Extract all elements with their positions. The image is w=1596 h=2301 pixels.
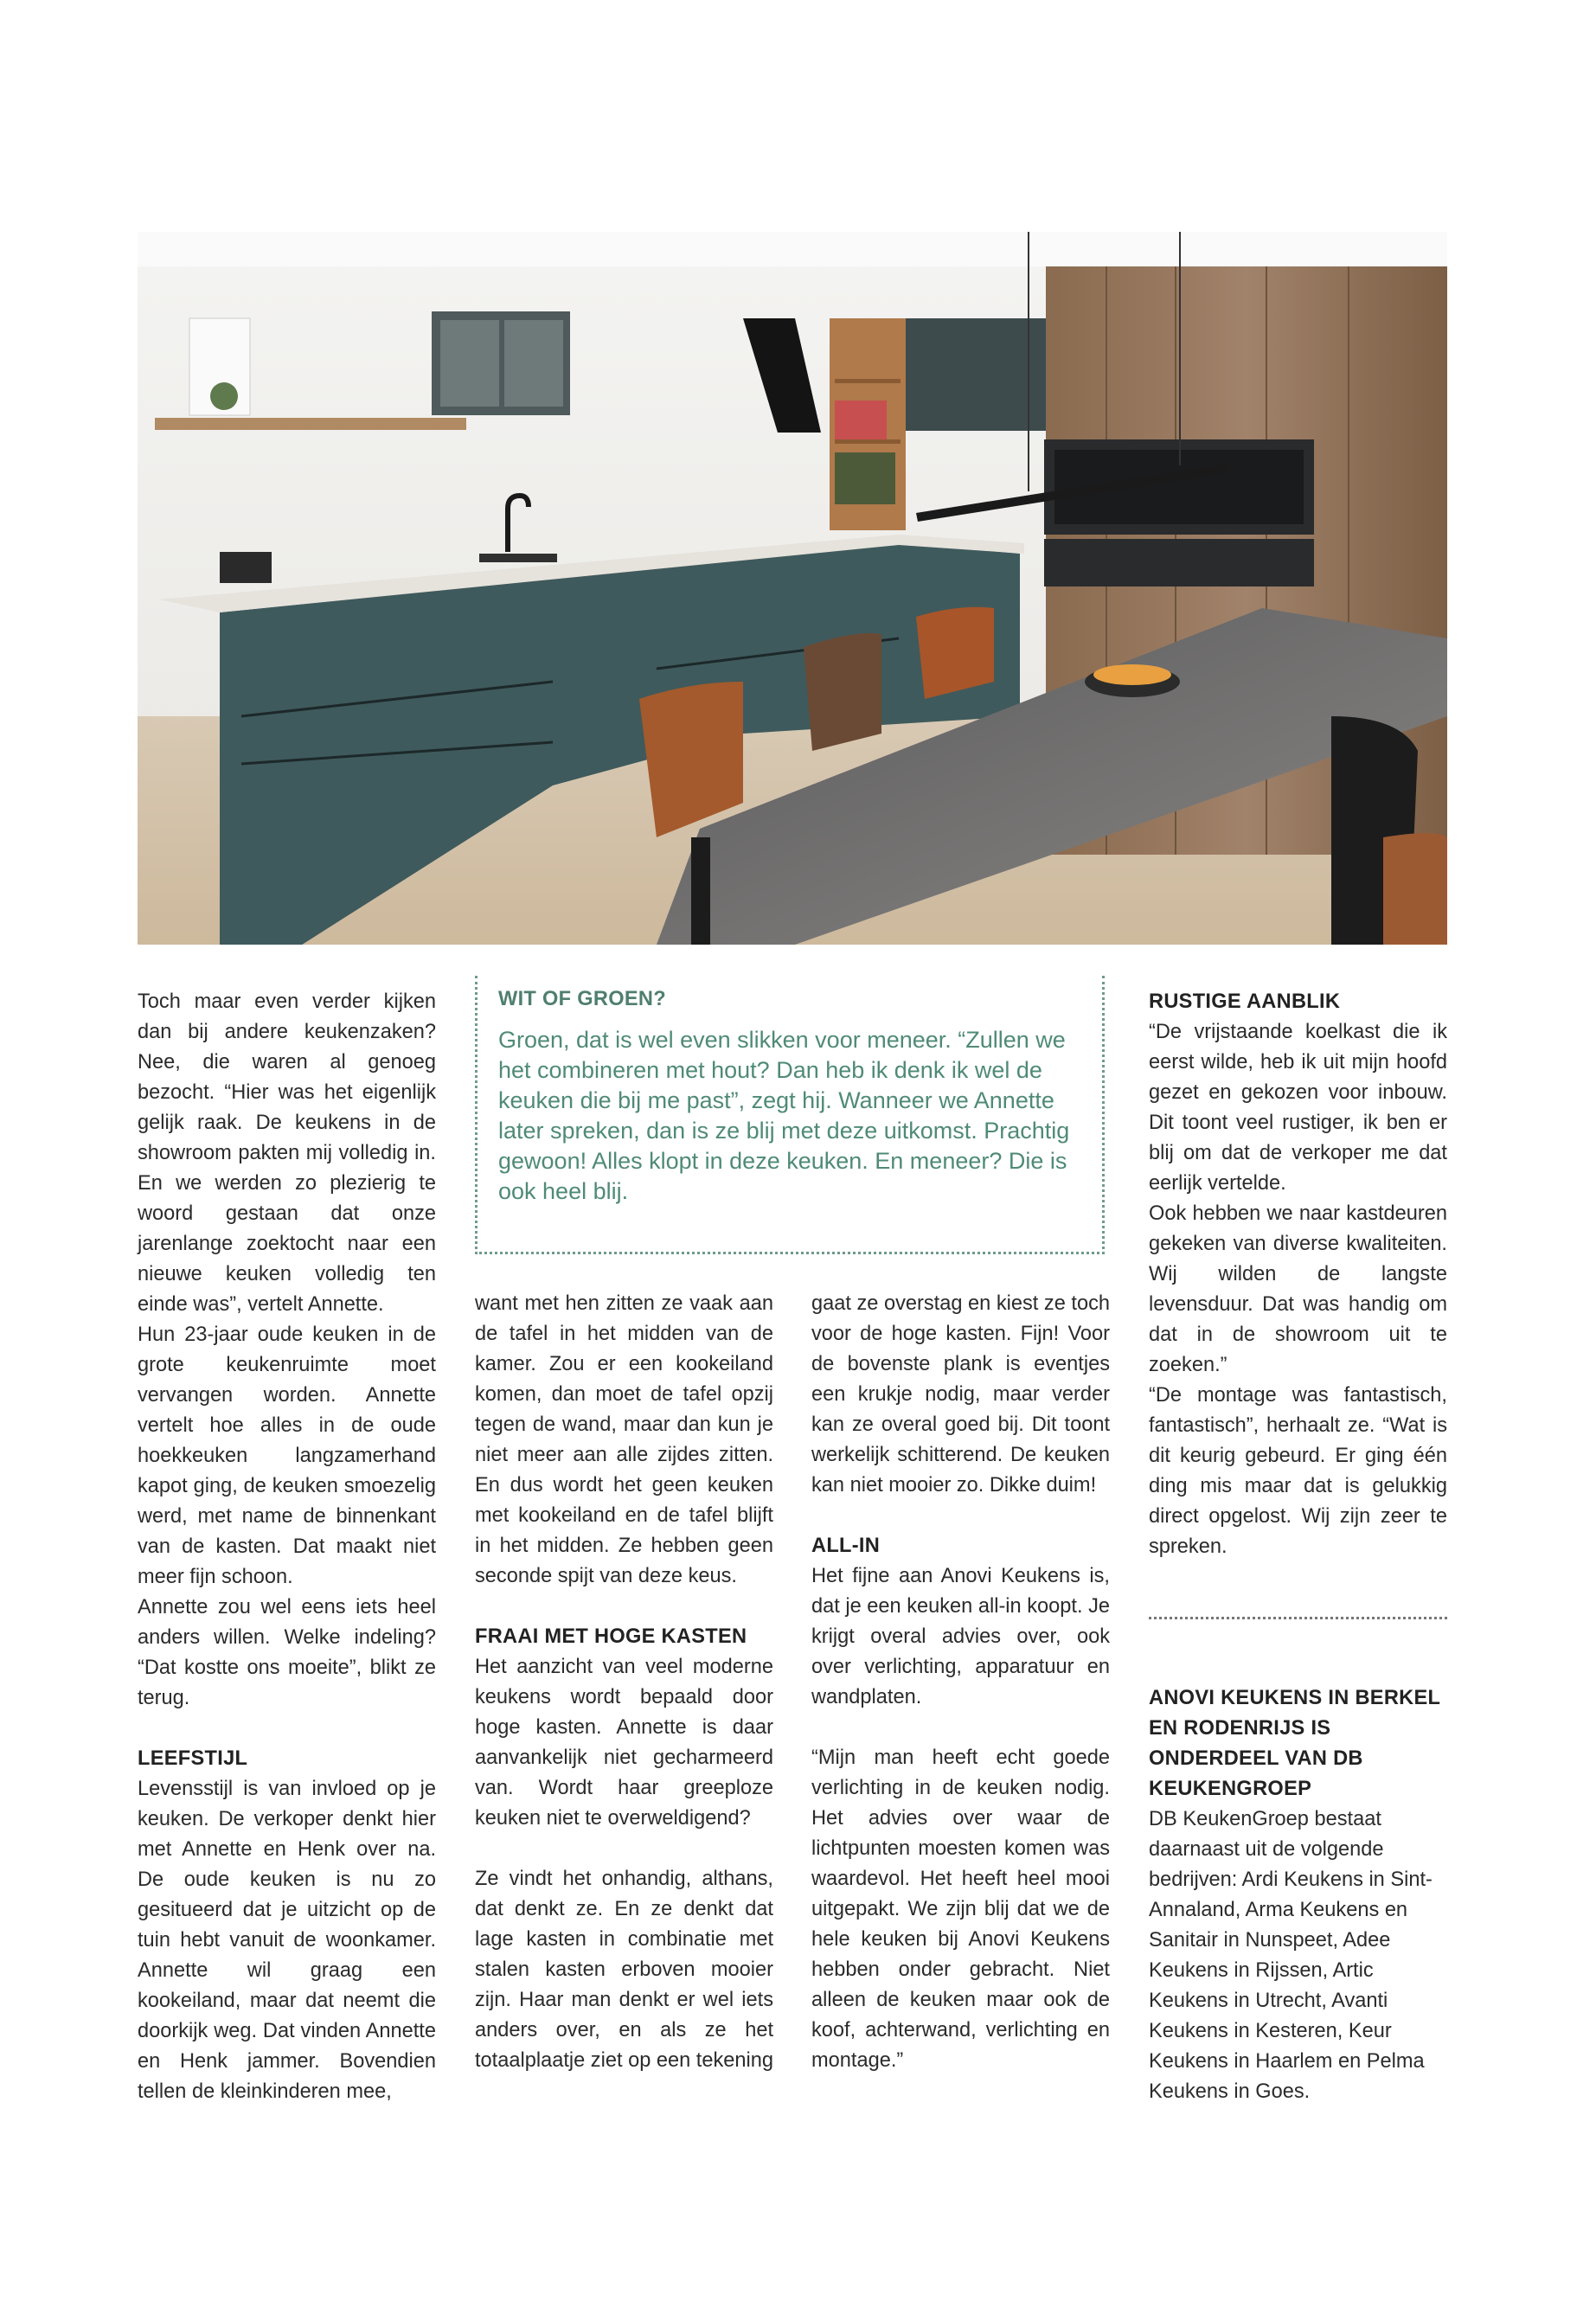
paragraph: “Mijn man heeft echt goede verlichting in de keuken nodig. Het advies over waar de lichtpunten moesten komen was waardevol. Het heeft heel mooi uitgepakt. We zijn blij dat we de hele keuken bij Anovi Keukens hebben onder gebracht. Niet alleen de keuken maar ook de koof, achterwand, verlichting en montage.”	[811, 1747, 1110, 2072]
paragraph: Hun 23-jaar oude keuken in de grote keukenruimte moet vervangen worden. Annette vertelt hoe alles in de oude hoekkeuken langzamerhand kapot ging, de keuken smoezelig werd, met name de binnenkant van de kasten. Dat maakt niet meer fijn schoon.	[138, 1324, 436, 1588]
section-heading-hoge-kasten: FRAAI MET HOGE KASTEN	[475, 1625, 747, 1648]
paragraph: Het aanzicht van veel moderne keukens wordt bepaald door hoge kasten. Annette is daar aanvankelijk niet gecharmeerd van. Wordt haar greeploze keuken niet te overweldigend?	[475, 1656, 773, 1830]
section-heading-leefstijl: LEEFSTIJL	[138, 1747, 248, 1770]
paragraph: DB KeukenGroep bestaat daarnaast uit de volgende bedrijven: Ardi Keukens in Sint-Annaland, Arma Keukens en Sanitair in Nunspeet, Adee Keukens in Rijssen, Artic Keukens in Utrecht, Avanti Keukens in Kesteren, Keur Keukens in Haarlem en Pelma Keukens in Goes.	[1149, 1808, 1433, 2103]
quote-box-title: WIT OF GROEN?	[498, 988, 666, 1010]
paragraph: “De montage was fantastisch, fantastisch”, herhaalt ze. “Wat is dit keurig gebeurd. Er ging één ding mis maar dat is gelukkig direct opgelost. Wij zijn zeer te spreken.	[1149, 1384, 1447, 1558]
article-column-4	[1149, 987, 1447, 2107]
section-divider	[1149, 1617, 1447, 1619]
paragraph: “De vrijstaande koelkast die ik eerst wilde, heb ik uit mijn hoofd gezet en gekozen voor inbouw. Dit toont veel rustiger, ik ben er blij om dat de verkoper me dat eerlijk vertelde.	[1149, 1021, 1447, 1195]
kitchen-photo	[138, 232, 1447, 945]
section-heading-rustige-aanblik: RUSTIGE AANBLIK	[1149, 990, 1341, 1013]
quote-box	[475, 976, 1105, 1254]
quote-box-text: Groen, dat is wel even slikken voor meneer. “Zullen we het combineren met hout? Dan heb ik denk ik wel de keuken die bij me past”, zegt hij. Wanneer we Annette later spreken, dan is ze blij met deze uitkomst. Prachtig gewoon! Alles klopt in deze keuken. En meneer? Die is ook heel blij.	[498, 1027, 1070, 1204]
paragraph: Levensstijl is van invloed op je keuken. De verkoper denkt hier met Annette en Henk over na. De oude keuken is nu zo gesitueerd dat je uitzicht op de tuin hebt vanuit de woonkamer. Annette wil graag een kookeiland, maar dat neemt die doorkijk weg. Dat vinden Annette en Henk jammer. Bovendien tellen de kleinkinderen mee,	[138, 1778, 436, 2103]
paragraph: Annette zou wel eens iets heel anders willen. Welke indeling? “Dat kostte ons moeite”, blikt ze terug.	[138, 1596, 436, 1709]
paragraph: Het fijne aan Anovi Keukens is, dat je een keuken all-in koopt. Je krijgt overal advies over, ook over verlichting, apparatuur en wandplaten.	[811, 1565, 1110, 1708]
section-heading-all-in: ALL-IN	[811, 1535, 881, 1557]
paragraph: gaat ze overstag en kiest ze toch voor de hoge kasten. Fijn! Voor de bovenste plank is eventjes een krukje nodig, maar verder kan ze overal goed bij. Dit toont werkelijk schitterend. De keuken kan niet mooier zo. Dikke duim!	[811, 1292, 1110, 1497]
paragraph: want met hen zitten ze vaak aan de tafel in het midden van de kamer. Zou er een kookeiland komen, dan moet de tafel opzij tegen de wand, maar dan kun je niet meer aan alle zijdes zitten. En dus wordt het geen keuken met kookeiland en de tafel blijft in het midden. Ze hebben geen seconde spijt van deze keus.	[475, 1292, 773, 1587]
article-column-3	[811, 1289, 1110, 2076]
paragraph: Ook hebben we naar kastdeuren gekeken van diverse kwaliteiten. Wij wilden de langste levensduur. Dat was handig om dat in de showroom uit te zoeken.”	[1149, 1202, 1447, 1376]
paragraph: Toch maar even verder kijken dan bij andere keukenzaken? Nee, die waren al genoeg bezocht. “Hier was het eigenlijk gelijk raak. De keukens in de showroom pakten mij volledig in. En we werden zo plezierig te woord gestaan dat onze jarenlange zoektocht naar een nieuwe keuken volledig ten einde was”, vertelt Annette.	[138, 990, 436, 1316]
article-column-1	[138, 987, 436, 2107]
article-column-2	[475, 1289, 773, 2076]
paragraph: Ze vindt het onhandig, althans, dat denkt ze. En ze denkt dat lage kasten in combinatie met stalen kasten erboven mooier zijn. Haar man denkt er wel iets anders over, en als ze het totaalplaatje ziet op een tekening	[475, 1868, 773, 2072]
section-heading-db-keukengroep: ANOVI KEUKENS IN BERKEL EN RODENRIJS IS ONDERDEEL VAN DB KEUKENGROEP	[1149, 1687, 1440, 1800]
